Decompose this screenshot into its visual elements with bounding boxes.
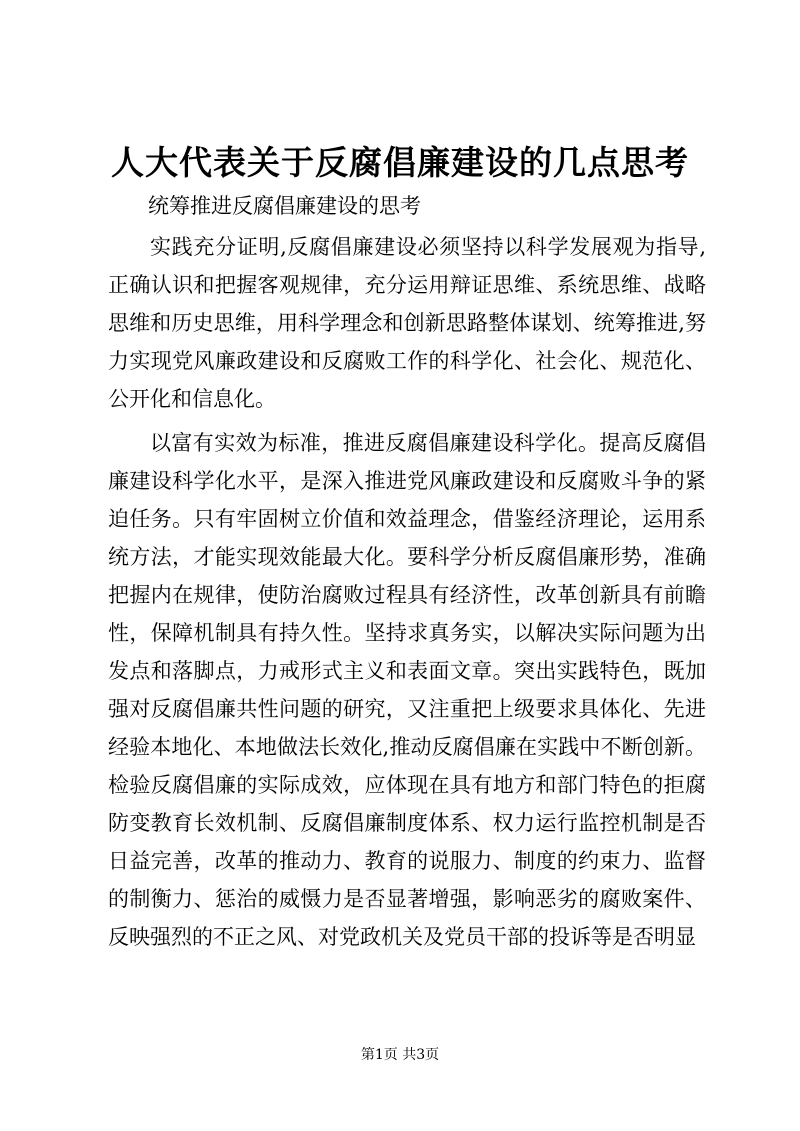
body-paragraph-1: 实践充分证明,反腐倡廉建设必须坚持以科学发展观为指导,正确认识和把握客观规律，充分运用辩证思维、系统思维、战略思维和历史思维，用科学理念和创新思路整体谋划、统筹推进,努力实现党风廉政建设和反腐败工作的科学化、社会化、规范化、公开化和信息化。 [108,235,706,411]
body-paragraph-2: 以富有实效为标准，推进反腐倡廉建设科学化。提高反腐倡廉建设科学化水平，是深入推进党风廉政建设和反腐败斗争的紧迫任务。只有牢固树立价值和效益理念，借鉴经济理论，运用系统方法，才能实现效能最大化。要科学分析反腐倡廉形势，准确把握内在规律，使防治腐败过程具有经济性，改革创新具有前瞻性，保障机制具有持久性。坚持求真务实，以解决实际问题为出发点和落脚点，力戒形式主义和表面文章。突出实践特色，既加强对反腐倡廉共性问题的研究，又注重把上级要求具体化、先进经验本地化、本地做法长效化,推动反腐倡廉在实践中不断创新。检验反腐倡廉的实际成效，应体现在具有地方和部门特色的拒腐防变教育长效机制、反腐倡廉制度体系、权力运行监控机制是否日益完善，改革的推动力、教育的说服力、制度的约束力、监督的制衡力、惩治的威慑力是否显著增强，影响恶劣的腐败案件、反映强烈的不正之风、对党政机关及党员干部的投诉等是否明显 [108,431,706,949]
page-number-footer: 第1页 共3页 [360,1047,440,1063]
document-title: 人大代表关于反腐倡廉建设的几点思考 [111,143,689,182]
document-subtitle: 统筹推进反腐倡廉建设的思考 [148,194,421,218]
